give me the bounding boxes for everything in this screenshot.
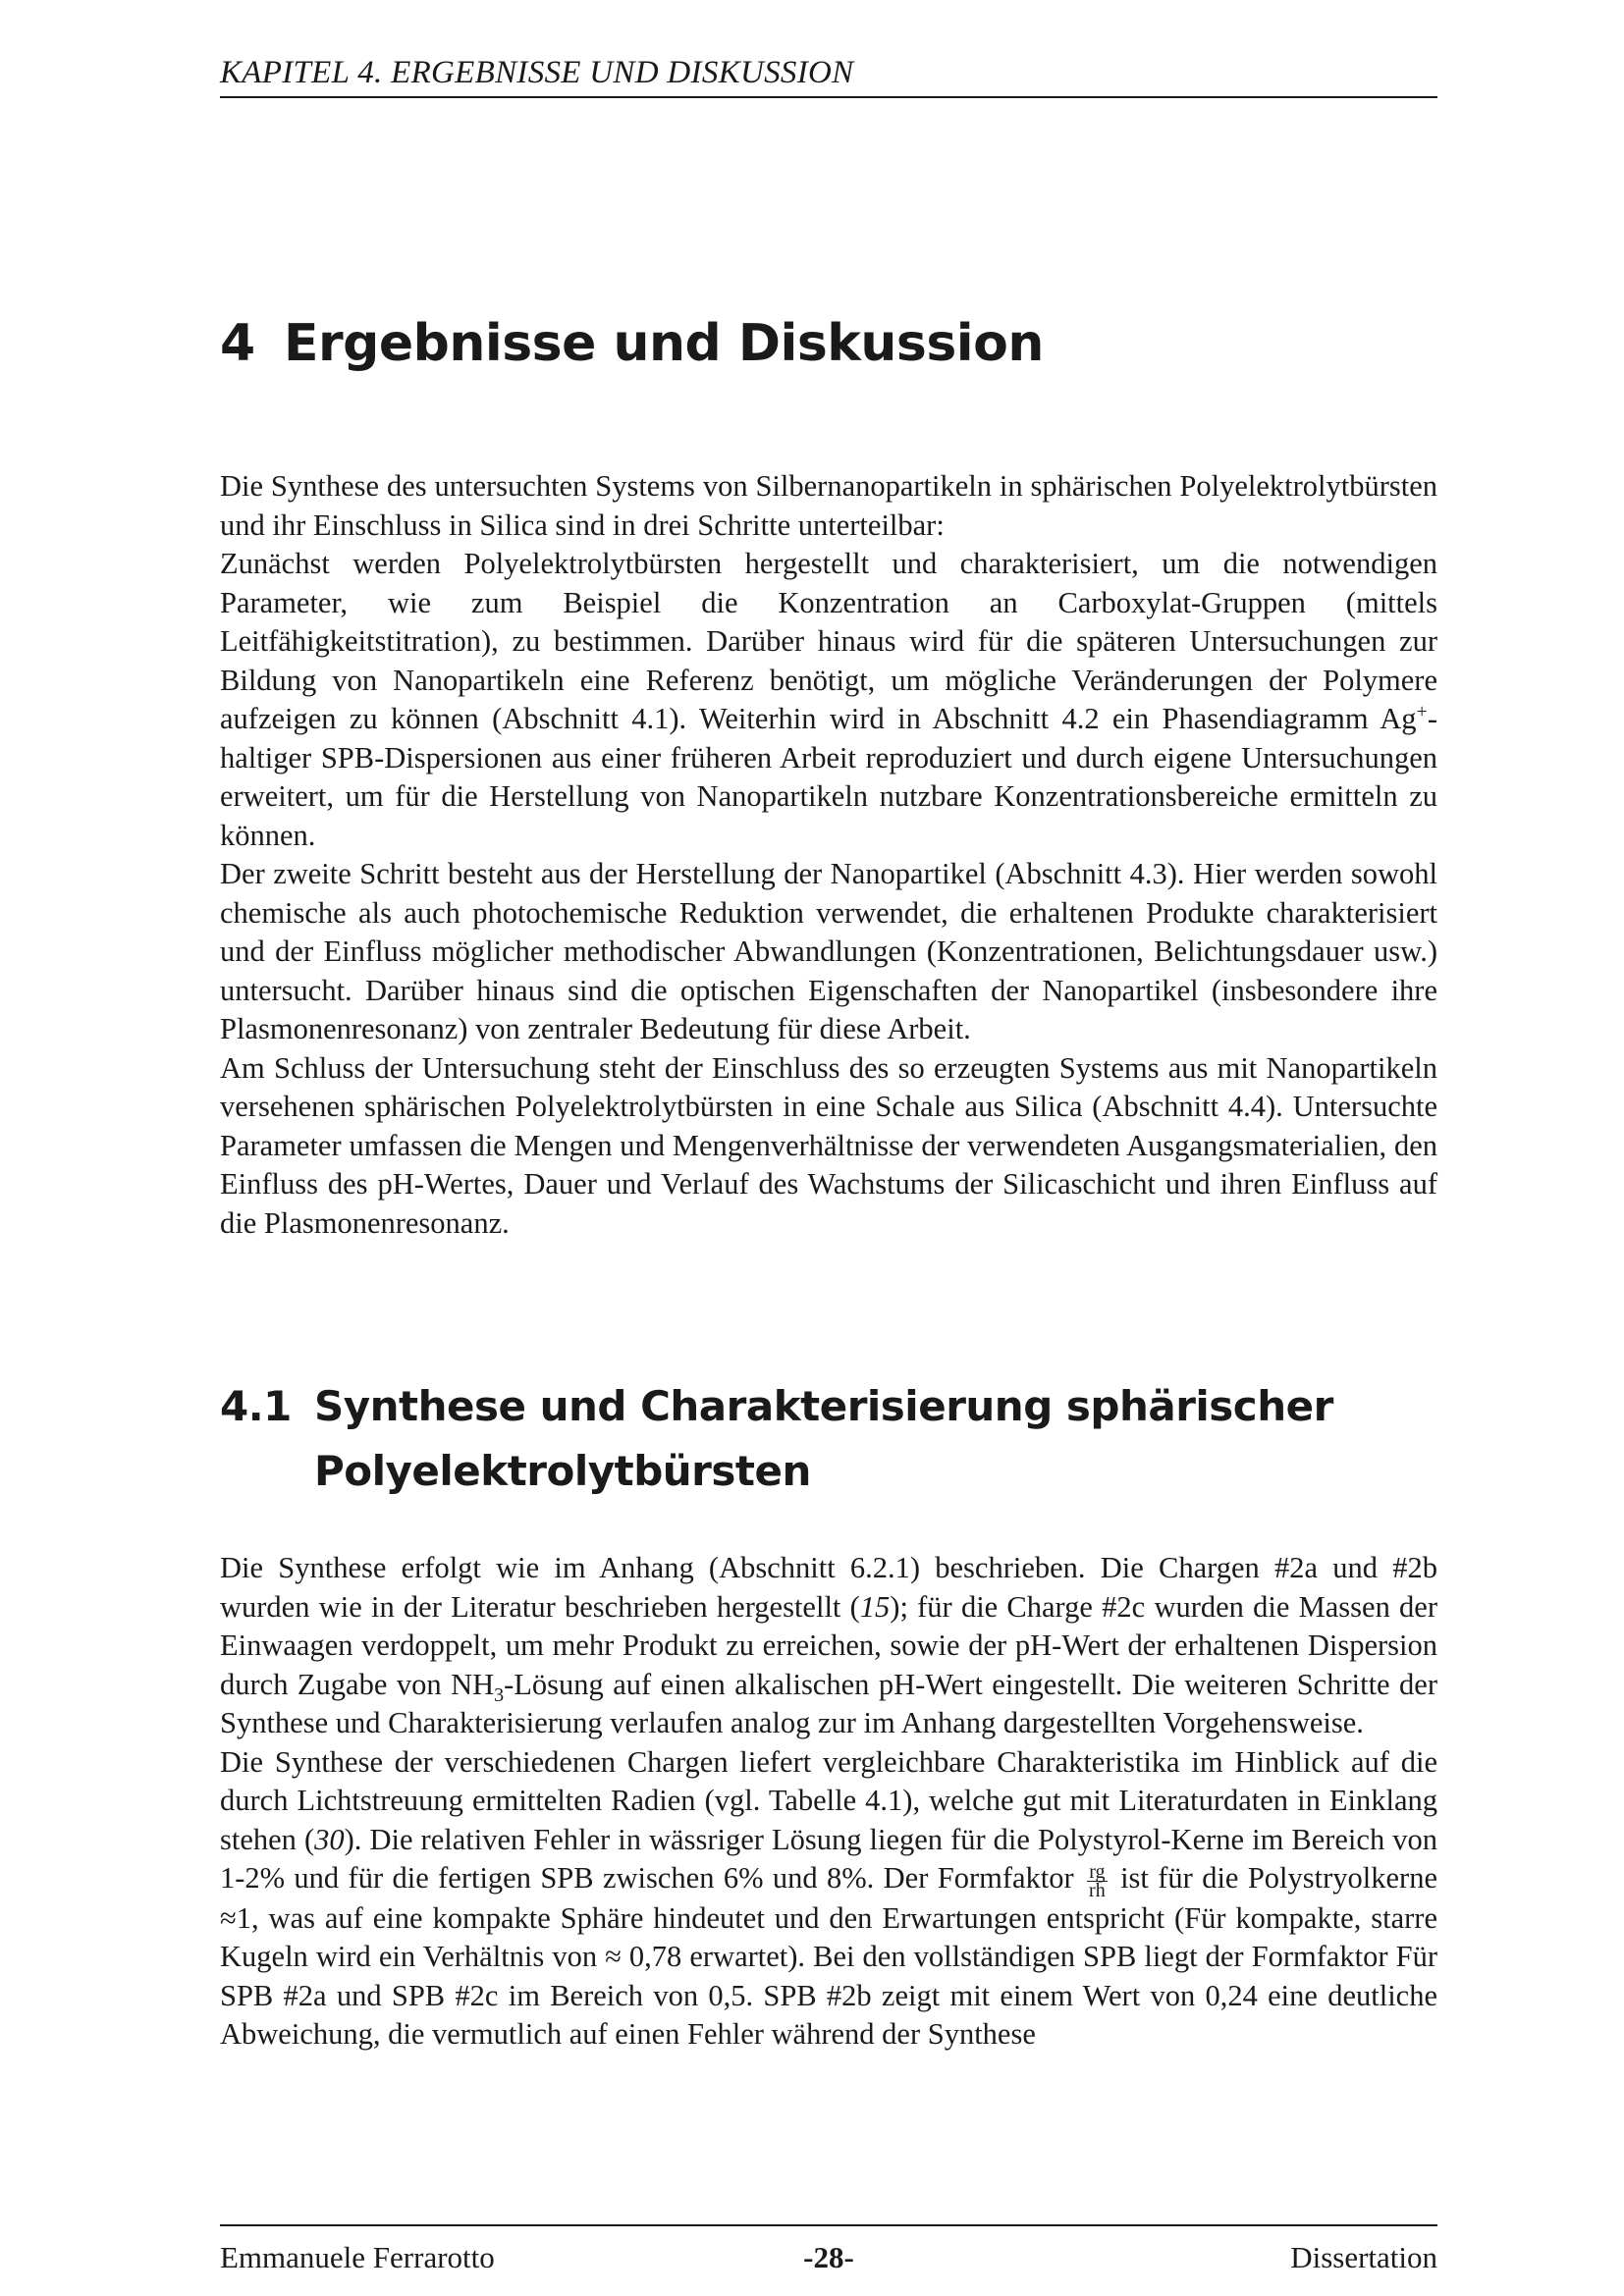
- intro-text: [220, 467, 1437, 1243]
- section-paragraph-2: Die Synthese der verschiedenen Chargen liefert vergleichbare Charakteristika im Hinblick auf die durch Lichtstreuung ermittelten Radien (vgl. Tabelle 4.1), welche gut mit Literaturdaten in Einklang stehen (30). Die relativen Fehler in wässriger Lösung liegen für die Polystyrol-Kerne im Bereich von 1-2% und für die fertigen SPB zwischen 6% und 8%. Der Formfaktor $\frac{rg}{rh}$ ist für die Polystryolkerne ≈1, was auf eine kompakte Sphäre hindeutet und den Erwartungen entspricht (Für kompakte, starre Kugeln wird ein Verhältnis von ≈ 0,78 erwartet). Bei den vollständigen SPB liegt der Formfaktor Für SPB #2a und SPB #2c im Bereich von 0,5. SPB #2b zeigt mit einem Wert von 0,24 eine deutliche Abweichung, die vermutlich auf einen Fehler während der Synthese: [220, 1744, 1437, 2051]
- intro-paragraph-1: Die Synthese des untersuchten Systems von Silbernanopartikeln in sphärischen Polyelektrolytbürsten und ihr Einschluss in Silica sind in drei Schritte unterteilbar:: [220, 469, 1437, 542]
- intro-paragraph-4: Am Schluss der Untersuchung steht der Einschluss des so erzeugten Systems aus mit Nanopartikeln versehenen sphärischen Polyelektrolytbürsten in eine Schale aus Silica (Abschnitt 4.4). Untersuchte Parameter umfassen die Mengen und Mengenverhältnisse der verwendeten Ausgangsmaterialien, den Einfluss des pH-Wertes, Dauer und Verlauf des Wachstums der Silicaschicht und ihren Einfluss auf die Plasmonenresonanz.: [220, 1050, 1437, 1240]
- section-number: 4.1: [220, 1382, 292, 1430]
- section-title-text: Synthese und Charakterisierung sphärischer Polyelektrolytbürsten: [314, 1382, 1333, 1495]
- section-paragraph-1: Die Synthese erfolgt wie im Anhang (Abschnitt 6.2.1) beschrieben. Die Chargen #2a und #2b wurden wie in der Literatur beschrieben hergestellt (15); für die Charge #2c wurden die Massen der Einwaagen verdoppelt, um mehr Produkt zu erreichen, sowie der pH-Wert der erhaltenen Dispersion durch Zugabe von $NH_3$-Lösung auf einen alkalischen pH-Wert eingestellt. Die weiteren Schritte der Synthese und Charakterisierung verlaufen analog zur im Anhang dargestellten Vorgehensweise.: [220, 1551, 1438, 1739]
- chapter-title-text: Ergebnisse und Diskussion: [284, 314, 1044, 373]
- chapter-number: 4: [220, 314, 255, 373]
- footer-doc-type: Dissertation: [1290, 2240, 1437, 2274]
- section-text: [220, 1549, 1437, 2055]
- page-number: -28-: [803, 2240, 854, 2274]
- page: [220, 0, 1437, 2296]
- intro-paragraph-2: Zunächst werden Polyelektrolytbürsten hergestellt und charakterisiert, um die notwendigen Parameter, wie zum Beispiel die Konzentration an Carboxylat-Gruppen (mittels Leitfähigkeitstitration), zu bestimmen. Darüber hinaus wird für die späteren Untersuchungen zur Bildung von Nanopartikeln eine Referenz benötigt, um mögliche Veränderungen der Polymere aufzeigen zu können (Abschnitt 4.1). Weiterhin wird in Abschnitt 4.2 ein Phasendiagramm Ag+-haltiger SPB-Dispersionen aus einer früheren Arbeit reproduziert und durch eigene Untersuchungen erweitert, um für die Herstellung von Nanopartikeln nutzbare Konzentrationsbereiche ermitteln zu können.: [220, 547, 1437, 852]
- page-footer: [220, 2224, 1437, 2274]
- form-factor-fraction: $\frac{rg}{rh}$: [1089, 1860, 1106, 1901]
- running-header: KAPITEL 4. ERGEBNISSE UND DISKUSSION: [220, 53, 1437, 98]
- citation-link[interactable]: 15: [859, 1589, 891, 1624]
- intro-paragraph-3: Der zweite Schritt besteht aus der Herstellung der Nanopartikel (Abschnitt 4.3). Hier werden sowohl chemische als auch photochemische Reduktion verwendet, die erhaltenen Produkte charakterisiert und der Einfluss möglicher methodischer Abwandlungen (Konzentrationen, Belichtungsdauer usw.) untersucht. Darüber hinaus sind die optischen Eigenschaften der Nanopartikel (insbesondere ihre Plasmonenresonanz) von zentraler Bedeutung für diese Arbeit.: [220, 857, 1437, 1045]
- chapter-title: [220, 312, 1044, 375]
- footer-author: Emmanuele Ferrarotto: [220, 2240, 495, 2274]
- citation-link[interactable]: 30: [314, 1822, 345, 1856]
- section-title: [220, 1374, 1394, 1504]
